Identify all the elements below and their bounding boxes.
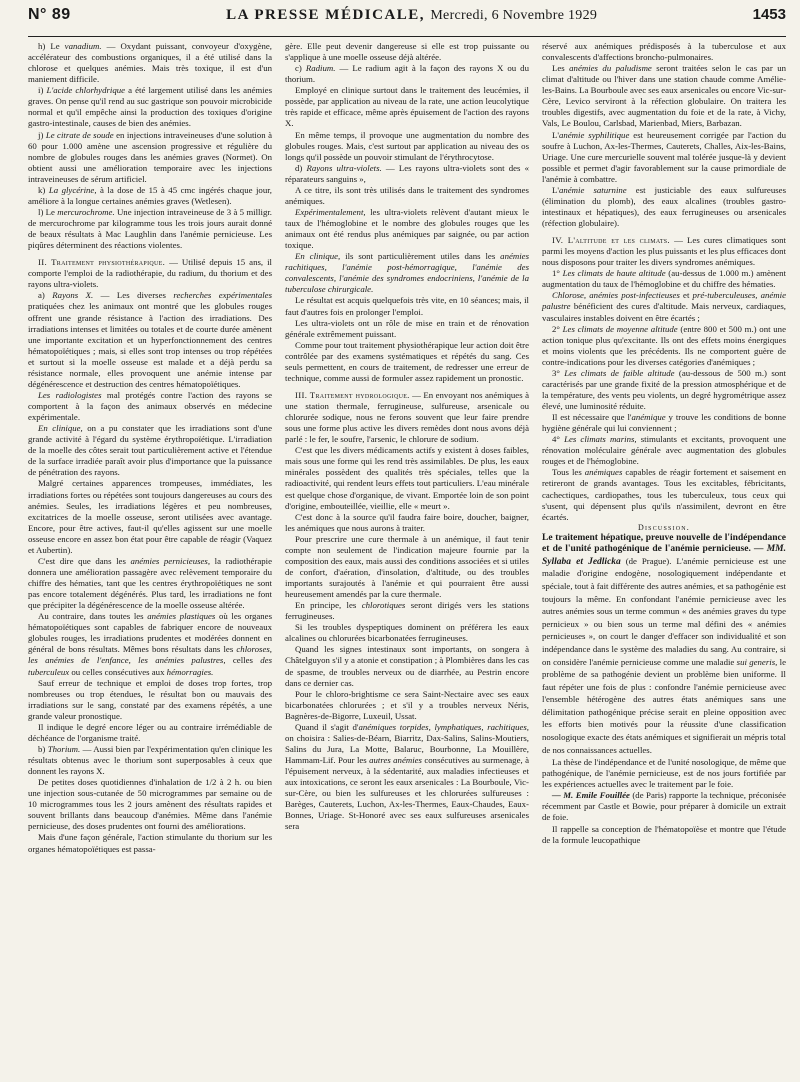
paragraph-rappelle: Il rappelle sa conception de l'hématopoïèse et montre que l'étude de la formule leucopathique [542,823,786,845]
paragraph-en-principe: En principe, les chlorotiques seront dirigés vers les stations ferrugineuses. [285,600,529,622]
paragraph-cest-que: C'est que les divers médicaments actifs y existent à doses faibles, mais sous une forme qui les rend très assimilables. De plus, les eaux minérales possèdent des qualités très spéciales, telles que la radioactivité, qui rendent leurs effets tout particuliers. L'eau minérale est quelque chose d'organique, de vivant. Emportée loin de son point d'origine, embouteillée, vieillie, elle « meurt ». [285,445,529,511]
issue-number: N° 89 [28,6,71,23]
paragraph-chloro-brightisme: Pour le chloro-brightisme ce sera Saint-Nectaire avec ses eaux bicarbonatées chlorurées ; et s'il y a troubles nerveux Néris, Bagnères-de-Bigorre, Luxeuil, Ussat. [285,688,529,721]
paragraph-fouillee: — M. Emile Fouillée (de Paris) rapporte la technique, préconisée récemment par Castle et Bowie, pour préparer à domicile un extrait de foie. [542,790,786,823]
paragraph-cest-donc: C'est donc à la source qu'il faudra faire boire, doucher, baigner, les anémiques que nous aurons à traiter. [285,511,529,533]
paragraph-a-ce-titre: A ce titre, ils sont très utilisés dans le traitement des syndromes anémiques. [285,184,529,206]
author-fouillee: — M. Emile Fouillée [552,790,630,801]
paragraph-haute-altitude: 1° Les climats de haute altitude (au-dessus de 1.000 m.) amènent augmentation du taux de l'hémoglobine et du chiffre des hématies. [542,268,786,290]
paragraph-torpides: Quand il s'agit d'anémiques torpides, lymphatiques, rachitiques, on choisira : Salies-de-Béarn, Biarritz, Dax-Salins, Salins-Moutiers, Salins du Jura, La Motte, Balaruc, Bourbonne, La Mouillère, Hammam-Lif. Pour les autres anémies consécutives au surmenage, à l'épuisement nerveux, à la sédentarité, aux maladies infectieuses et aux intoxications, ce seront les eaux arsenicales : La Bourboule, Vic-sur-Cère, ou bien les sulfureuses et les chlorurées sulfureuses : Barèges, Cauterets, Luchon, Ax-les-Thermes, Eaux-Chaudes, Eaux-Bonnes, Uriage. St-Honoré avec ses eaux sulfureuses arsenicales sera [285,721,529,832]
paragraph-petites-doses: De petites doses quotidiennes d'inhalation de 1/2 à 2 h. ou bien une injection sous-cutanée de 50 microgrammes par semaine ou de 10 microgrammes tous les 2 jours amènent des résultats rapides et souvent brillants dans beaucoup d'anémies. Même dans l'anémie pernicieuse, des doses prudentes ont fourni des améliorations. [28,777,272,832]
paragraph-moyenne-altitude: 2° Les climats de moyenne altitude (entre 800 et 500 m.) ont une action tonique plus qu'excitante. Ils ont des effets moins énergiques et moins violents que les précédents. Ils ne comportent guère de contre-indications pour les diverses catégories d'anémiques ; [542,323,786,367]
paragraph-mais: Mais d'une façon générale, l'action stimulante du thorium sur les organes hématopoïétiques est passa- [28,832,272,854]
paragraph-intestinaux: Quand les signes intestinaux sont importants, on songera à Châtelguyon s'il y a atonie et constipation ; à Plombières dans les cas de spasme, de troubles nerveux ou de diarrhée, au Pestrin encore dans ce dernier cas. [285,644,529,688]
paragraph-tous-anemiques: Tous les anémiques capables de réagir fortement et saisement en retireront de grands avantages. Tous les excitables, fébricitants, cachectiques, cardiopathes, tous les tuberculeux, tous ceux qui s'usent, qui dépensent plus qu'ils n'assimilent, devront en être écartés. [542,467,786,522]
paragraph-syphilitique: L'anémie syphilitique est heureusement corrigée par l'action du soufre à Luchon, Ax-les-Thermes, Cauterets, Challes, Aix-les-Bains, Uriage. Une cure mercurielle souvent mal tolérée jusque-là y devient possible et permet d'agir favorablement sur la cause primordiale de l'anémie à combattre. [542,129,786,184]
paragraph-paludisme: Les anémies du paludisme seront traitées selon le cas par un climat d'altitude ou l'hiver dans une station chaude comme Amélie-les-Bains. La Bourboule avec ses eaux arsenicales ou encore Vic-sur-Cère, Levico serviront à la réfection globulaire. On traitera les troubles digestifs, avec augmentation du foie et de la rate, à Vichy, Vals, Le Boulou, Carlsbad, Marienbad, Miers, Barbazan. [542,63,786,129]
article-authors: — MM. Syllaba et Jedlicka [542,544,786,567]
paragraph-pour-prescrire: Pour prescrire une cure thermale à un anémique, il faut tenir compte non seulement de l'indication majeure fournie par la composition des eaux, mais aussi des conditions associées et si utiles de confort, d'aération, d'insolation, d'altitude, ou des troubles importants surajoutés à l'anémie et qui pourraient être aussi heureusement amendés par la cure thermale. [285,533,529,600]
paragraph-resultat: Le résultat est acquis quelquefois très vite, en 10 séances; mais, il faut d'autres fois en prolonger l'emploi. [285,295,529,317]
paragraph-glycerine: k) La glycérine, à la dose de 15 à 45 cmc ingérés chaque jour, améliore à la longue certaines anémies graves (Wetlesen). [28,184,272,206]
issue-date: Mercredi, 6 Novembre 1929 [430,8,598,23]
paragraph-ultra-violets: d) Rayons ultra-violets. — Les rayons ultra-violets sont des « réparateurs sanguins », [285,162,529,184]
paragraph-continuation: gère. Elle peut devenir dangereuse si elle est trop puissante ou s'applique à une moelle osseuse déjà altérée. [285,41,529,63]
column-3 [542,41,786,1081]
paragraph-comme: Comme pour tout traitement physiothérapique leur action doit être contrôlée par des examens systématiques et répétés du sang. Ces seuls permettent, en cours de traitement, de redresser une erreur de technique, comme aussi de formuler assez rapidement un pronostic. [285,339,529,383]
page-number: 1453 [752,6,786,23]
paragraph-meme-temps: En même temps, il provoque une augmentation du nombre des globules rouges. Mais, c'est surtout par application au niveau des os longs qu'il possède un pouvoir stimulant de l'érythrocytose. [285,129,529,162]
paragraph-experimentalement: Expérimentalement, les ultra-violets relèvent d'autant mieux le taux de l'hémoglobine et le nombre des globules rouges que les animaux ont été rendus plus anémiques par saignée, ou par action toxique. [285,206,529,251]
paragraph-chlorose: Chlorose, anémies post-infectieuses et pré-tuberculeuses, anémie palustre bénéficient des cures d'altitude. Mais nerveux, cardiaques, vasculaires instables doivent en être écartés ; [542,290,786,323]
journal-name: LA PRESSE MÉDICALE, [226,7,426,23]
paragraph-rayons-x: a) Rayons X. — Les diverses recherches expérimentales pratiquées chez les animaux ont montré que les globules rouges offrent une grande résistance à l'action des irradiations. Des irradiations intenses et limitées ou totales et de courte durée amènent une importante excitation et un hyperfonctionnement des centres hématopoïétiques ; mais, si elles sont trop intenses ou trop répétées et surtout si la moelle osseuse est malade et a déjà perdu sa résistance normale, elles provoquent une anémie intense par dégénérescence et destruction des centres hématopoïétiques. [28,290,272,389]
paragraph-citrate: j) Le citrate de soude en injections intraveineuses d'une solution à 60 pour 1.000 amène une ascension progressive et régulière du nombre de globules rouges dans les anémies graves (Normet). On obtient aussi une amélioration temporaire avec les injections intraveineuses de sérum artificiel. [28,129,273,184]
column-1 [28,41,272,1081]
paragraph-faible-altitude: 3° Les climats de faible altitude (au-dessous de 500 m.) sont caractérisés par une grande fixité de la pression atmosphérique et de la température, des vents peu violents, un degré hygrométrique assez élevé, une luminosité réduite. [542,367,786,411]
paragraph-thorium: b) Thorium. — Aussi bien par l'expérimentation qu'en clinique les résultats obtenus avec le thorium sont superposables à ceux que donnent les rayons X. [28,743,272,777]
paragraph-plastiques: Au contraire, dans toutes les anémies plastiques où les organes hématopoïétiques sont capables de fabriquer encore de nouveaux globules rouges, les irradiations prudentes et modérées donnent en général de bons résultats. Mêmes bons résultats dans les chloroses, les anémies de l'enfance, les anémies palustres, celles des tuberculeux ou celles consécutives aux hémorragies. [28,611,272,677]
journal-title [226,7,597,24]
paragraph-indique: Il indique le degré encore léger ou au contraire irrémédiable de déchéance de l'organisme traité. [28,721,272,743]
paragraph-radiologistes: Les radiologistes mal protégés contre l'action des rayons se comportent à la façon des animaux observés en médecine expérimentale. [28,389,272,423]
paragraph-hygiene: Il est nécessaire que l'anémique y trouve les conditions de bonne hygiène générale qui lui conviennent ; [542,412,786,434]
paragraph-clinique: En clinique, on a pu constater que les irradiations sont d'une grande activité à l'égard du système érythropoïétique. L'irradiation de la moelle des côtes serait tout particulièrement active et l'étendue de la surface irradiée paraît avoir plus d'importance que la puissance de pénétration des rayons. [28,423,272,478]
discussion-heading: Discussion. [638,522,690,532]
paragraph-uv-role: Les ultra-violets ont un rôle de mise en train et de rénovation générale extrêmement puissant. [285,317,529,339]
paragraph-these: La thèse de l'indépendance et de l'unité nosologique, de même que pathogénique, de l'anémie pernicieuse, est de nos jours fortifiée par les expériences actuelles avec le traitement par le foie. [542,757,787,790]
paragraph-employe: Employé en clinique surtout dans le traitement des leucémies, il possède, par application au niveau de la rate, une action leucolytique très rapide et efficace, même après épuisement de l'action des rayons X. [285,85,529,129]
paragraph-malgre: Malgré certaines apparences trompeuses, immédiates, les irradiations fortes ou répétées sont toujours dangereuses au cours des anémies. Seules, les irradiations légères et peu nombreuses, excitatrices de la moelle osseuse, seront utilisées avec avantage. Encore, pour être actives, faut-il qu'elles agissent sur une moelle osseuse encore en assez bon état pour être capable de réagir (Vaquez et Aubertin). [28,478,272,555]
paragraph-radium: c) Radium. — Le radium agit à la façon des rayons X ou du thorium. [285,63,529,85]
section-4-heading: IV. L'altitude et les climats. — Les cures climatiques sont parmi les moyens d'action les plus puissants et les plus efficaces dont nous disposons pour traiter les divers syndromes anémiques. [542,235,786,268]
section-3-heading: III. Traitement hydrologique. — En envoyant nos anémiques à une station thermale, ferrugineuse, sulfureuse, arsenicale ou chlorurée sodique, nous ne ferons souvent que leur faire prendre sous une forme plus active les divers remèdes dont nous avons déjà parlé : le fer, le soufre, l'arsenic, le chlorure de sodium. [285,389,529,445]
paragraph-continuation-3: réservé aux anémiques prédisposés à la tuberculose et aux convalescents d'affections broncho-pulmonaires. [542,41,786,63]
paragraph-en-clinique: En clinique, ils sont particulièrement utiles dans les anémies rachitiques, l'anémie post-hémorragique, l'anémie des convalescents, l'anémie des syndromes endocriniens, l'anémie de la tuberculose chirurgicale. [285,251,529,295]
paragraph-pernicieuses: C'est dire que dans les anémies pernicieuses, la radiothérapie donnera une amélioration passagère avec relèvement temporaire du chiffre des hématies, tant que les centres érythropoïétiques ne sont pas encore totalement dégénérés. Plus tard, les irradiations ne font que précipiter la dégénérescence de la moelle osseuse altérée. [28,555,272,611]
paragraph-mercurochrome: l) Le mercurochrome. Une injection intraveineuse de 3 à 5 milligr. de mercurochrome par kilogramme tous les trois jours aurait donné de beaux résultats à Mac Laughlin dans l'anémie pernicieuse. Les piqûres déterminent des réactions violentes. [28,206,272,251]
section-2-heading: II. Traitement physiothérapique. — Utilisé depuis 15 ans, il comporte l'emploi de la radiothérapie, du radium, du thorium et des rayons ultra-violets. [28,257,272,290]
header-rule [28,36,786,37]
article-title: Le traitement hépatique, preuve nouvelle de l'indépendance et de l'unité pathogénique de l'anémie pernicieuse. — MM. Syllaba et Jedlicka (de Prague). L'anémie pernicieuse est une maladie d'origine endogène, nosologiquement indépendante et spéciale, tout à fait différente des autres anémies, et sa pathogénie est toujours la même. En confondant l'anémie pernicieuse avec les autres anémies sous un terme commun « des anémies graves du type pernicieux » ou bien sous un terme mal défini des « anémies pernicieuses », on court le danger d'effacer son individualité et son indépendance dans le système des maladies du sang. Au contraire, si on considère l'anémie pernicieuse comme une maladie sui generis, le problème de sa pathogénie devient un problème bien uniforme. Il faut répéter une fois de plus : confondre l'anémie pernicieuse avec l'ensemble hétérogène des autres états anémiques sans une délimitation pathogénique précise serait en pleine opposition avec les efforts bien motivés pour la réussite d'une classification nosologique exacte des états anémiques et signifierait un mépris total de nos connaissances actuelles. [542,532,786,755]
columns [28,41,786,1081]
column-2 [285,41,529,1081]
paragraph-saturnine: L'anémie saturnine est justiciable des eaux sulfureuses (élimination du plomb), des eaux alcalines (troubles gastro-intestinaux et hépatiques), des eaux ferrugineuses ou arsenicales (réfection globulaire). [542,184,786,228]
paragraph-acide-chlorhydrique: i) L'acide chlorhydrique a été largement utilisé dans les anémies graves. On pense qu'il rend au suc gastrique son pouvoir microbicide normal et qu'il empêche ainsi la production des toxiques d'origine gastro-intestinale, causes de bien des anémies. [28,85,272,129]
paragraph-dyspeptiques: Si les troubles dyspeptiques dominent on préférera les eaux alcalines ou chlorurées bicarbonatées ferrugineuses. [285,622,529,644]
page-header [28,6,786,32]
paragraph-sauf: Sauf erreur de technique et emploi de doses trop fortes, trop nombreuses ou trop étendues, le résultat bon ou mauvais des irradiations sur le sang, constaté par des examens répétés, a une grande valeur pronostique. [28,677,272,721]
paragraph-vanadium: h) Le vanadium. — Oxydant puissant, convoyeur d'oxygène, accélérateur des combustions organiques, il a été utilisé dans la chlorose et quelques anémies. Mais très toxique, il est d'un maniement difficile. [28,41,272,85]
paragraph-climats-marins: 4° Les climats marins, stimulants et excitants, provoquent une rénovation moléculaire générale avec augmentation des globules rouges et de l'hémoglobine. [542,434,787,467]
